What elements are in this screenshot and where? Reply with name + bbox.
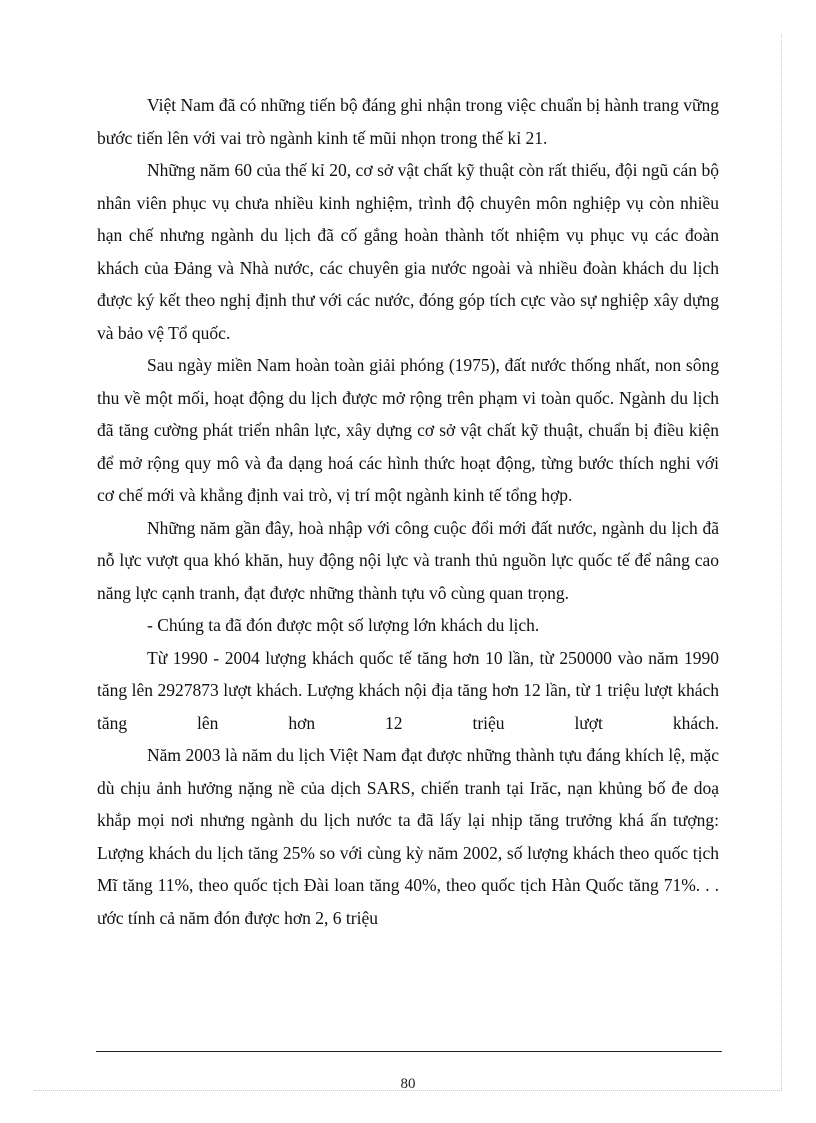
paragraph-bullet-visitors: - Chúng ta đã đón được một số lượng lớn khách du lịch.: [147, 615, 540, 635]
paragraph-after-1975: Sau ngày miền Nam hoàn toàn giải phóng (1975), đất nước thống nhất, non sông thu về một mối, hoạt động du lịch được mở rộng trên phạm vi toàn quốc. Ngành du lịch đã tăng cường phát triển nhân lực, xây dựng cơ sở vật chất kỹ thuật, chuẩn bị điều kiện để mở rộng quy mô và đa dạng hoá các hình thức hoạt động, từng bước thích nghi với cơ chế mới và khẳng định vai trò, vị trí một ngành kinh tế tổng hợp.: [97, 355, 719, 505]
paragraph-sixties: Những năm 60 của thế kỉ 20, cơ sở vật chất kỹ thuật còn rất thiếu, đội ngũ cán bộ nhân viên phục vụ chưa nhiều kinh nghiệm, trình độ chuyên môn nghiệp vụ còn nhiều hạn chế nhưng ngành du lịch đã cố gắng hoàn thành tốt nhiệm vụ phục vụ các đoàn khách của Đảng và Nhà nước, các chuyên gia nước ngoài và nhiều đoàn khách du lịch được ký kết theo nghị định thư với các nước, đóng góp tích cực vào sự nghiệp xây dựng và bảo vệ Tổ quốc.: [97, 160, 719, 343]
page-number: 80: [400, 1076, 416, 1092]
paragraph-2003: Năm 2003 là năm du lịch Việt Nam đạt được những thành tựu đáng khích lệ, mặc dù chịu ảnh hưởng nặng nề của dịch SARS, chiến tranh tại Irăc, nạn khủng bố đe doạ khắp mọi nơi nhưng ngành du lịch nước ta đã lấy lại nhịp tăng trưởng khá ấn tượng: Lượng khách du lịch tăng 25% so với cùng kỳ năm 2002, số lượng khách theo quốc tịch Mĩ tăng 11%, theo quốc tịch Đài loan tăng 40%, theo quốc tịch Hàn Quốc tăng 71%. . . ước tính cả năm đón được hơn 2, 6 triệu: [97, 745, 719, 928]
paragraph-intro: Việt Nam đã có những tiến bộ đáng ghi nhận trong việc chuẩn bị hành trang vững bước tiến lên với vai trò ngành kinh tế mũi nhọn trong thế kỉ 21.: [97, 95, 719, 148]
paragraph-visitor-statistics: Từ 1990 - 2004 lượng khách quốc tế tăng hơn 10 lần, từ 250000 vào năm 1990 tăng lên 2927873 lượt khách. Lượng khách nội địa tăng hơn 12 lần, từ 1 triệu lượt khách tăng lên hơn 12 triệu lượt khách.: [97, 647, 719, 733]
document-body: [97, 89, 719, 934]
footer-rule: [96, 1051, 722, 1052]
paragraph-recent-years: Những năm gần đây, hoà nhập với công cuộc đổi mới đất nước, ngành du lịch đã nỗ lực vượt qua khó khăn, huy động nội lực và tranh thủ nguồn lực quốc tế để nâng cao năng lực cạnh tranh, đạt được những thành tựu vô cùng quan trọng.: [97, 517, 719, 603]
